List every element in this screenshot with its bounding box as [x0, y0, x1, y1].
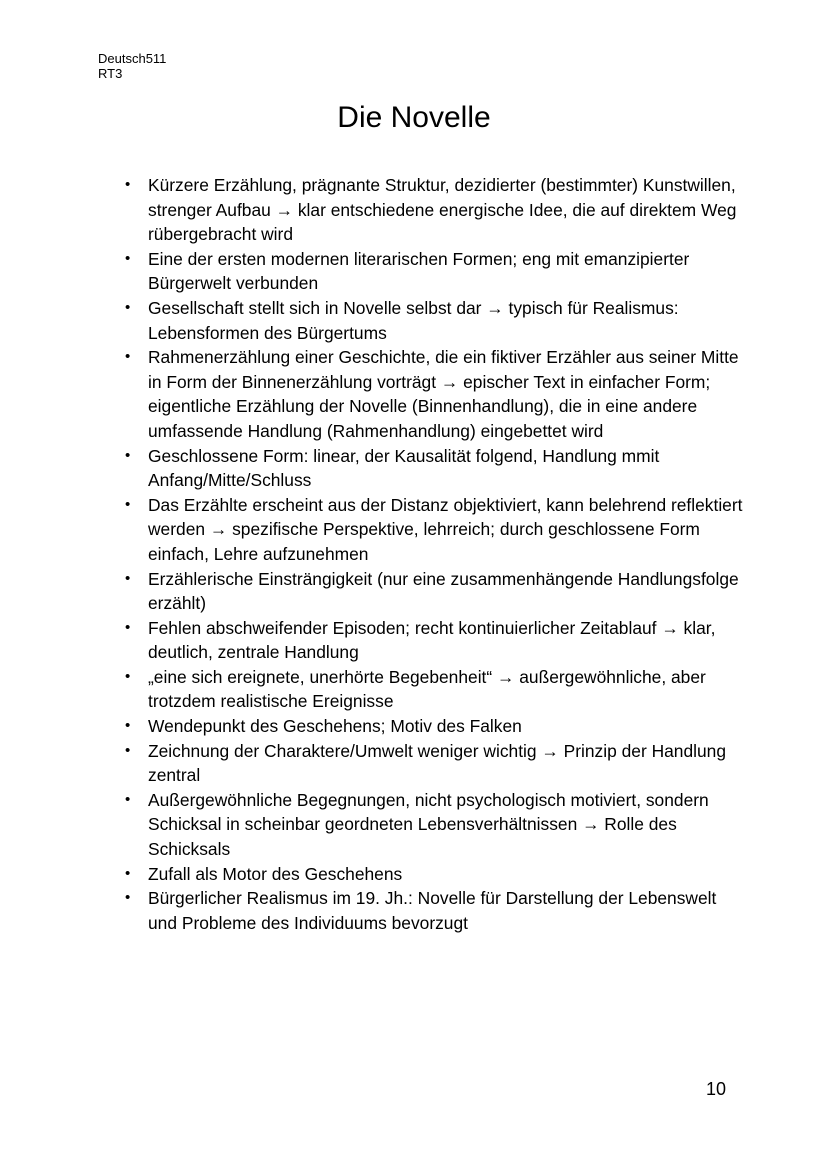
list-item: [125, 247, 748, 296]
list-item-text: Außergewöhnliche Begegnungen, nicht psychologisch motiviert, sondern Schicksal in scheinbar geordneten Lebensverhältnissen → Rolle des Schicksals: [148, 789, 709, 860]
list-item-text: Erzählerische Einsträngigkeit (nur eine zusammenhängende Handlungsfolge erzählt): [148, 568, 739, 614]
list-item: [125, 862, 748, 887]
page-title: Die Novelle: [337, 101, 491, 134]
list-item-text: Das Erzählte erscheint aus der Distanz objektiviert, kann belehrend reflektiert werden → spezifische Perspektive, lehrreich; durch geschlossene Form einfach, Lehre aufzunehmen: [148, 494, 743, 564]
list-item: [125, 296, 748, 345]
list-item-text: Fehlen abschweifender Episoden; recht kontinuierlicher Zeitablauf → klar, deutlich, zentrale Handlung: [148, 617, 716, 663]
list-item: [125, 665, 748, 714]
list-item: [125, 567, 748, 616]
course-label: Deutsch511: [98, 51, 167, 66]
list-item: [125, 788, 748, 862]
bullet-icon: •: [125, 889, 131, 907]
bullet-icon: •: [125, 741, 131, 759]
list-item-text: Rahmenerzählung einer Geschichte, die ein fiktiver Erzähler aus seiner Mitte in Form der Binnenerzählung vorträgt → epischer Text in einfacher Form; eigentliche Erzählung der Novelle (Binnenhandlung), die in eine andere umfassende Handlung (Rahmenhandlung) eingebettet wird: [148, 347, 739, 441]
list-item-text: Geschlossene Form: linear, der Kausalität folgend, Handlung mmit Anfang/Mitte/Schluss: [148, 445, 660, 491]
bullet-list: [125, 173, 748, 935]
bullet-icon: •: [125, 864, 131, 882]
bullet-icon: •: [125, 348, 131, 366]
bullet-icon: •: [125, 446, 131, 464]
bullet-icon: •: [125, 717, 131, 735]
bullet-icon: •: [125, 790, 131, 808]
list-item-text: Zeichnung der Charaktere/Umwelt weniger wichtig → Prinzip der Handlung zentral: [148, 740, 727, 786]
list-item-text: Eine der ersten modernen literarischen Formen; eng mit emanzipierter Bürgerwelt verbunden: [148, 248, 690, 294]
bullet-icon: •: [125, 176, 131, 193]
list-item-text: Wendepunkt des Geschehens; Motiv des Falken: [148, 716, 522, 737]
list-item-text: Zufall als Motor des Geschehens: [148, 863, 403, 884]
list-item-text: „eine sich ereignete, unerhörte Begebenheit“ → außergewöhnliche, aber trotzdem realistische Ereignisse: [148, 666, 706, 712]
list-item-text: Bürgerlicher Realismus im 19. Jh.: Novelle für Darstellung der Lebenswelt und Probleme des Individuums bevorzugt: [148, 888, 717, 933]
page-number: 10: [706, 1079, 727, 1099]
bullet-icon: •: [125, 249, 131, 267]
bullet-icon: •: [125, 667, 131, 685]
bullet-icon: •: [125, 495, 131, 513]
list-item: [125, 739, 748, 788]
list-item-text: Kürzere Erzählung, prägnante Struktur, dezidierter (bestimmter) Kunstwillen, strenger Aufbau → klar entschiedene energische Idee, die auf direktem Weg rübergebracht wird: [148, 175, 737, 245]
bullet-icon: •: [125, 298, 131, 316]
list-item: [125, 886, 748, 935]
list-item-text: Gesellschaft stellt sich in Novelle selbst dar → typisch für Realismus: Lebensformen des Bürgertums: [148, 297, 679, 343]
list-item: [125, 444, 748, 493]
list-item: [125, 345, 748, 443]
group-label: RT3: [98, 66, 123, 81]
list-item: [125, 616, 748, 665]
list-item: [125, 714, 748, 739]
document-header: [98, 51, 166, 81]
list-item: [125, 493, 748, 567]
list-item: [125, 173, 748, 247]
bullet-icon: •: [125, 569, 131, 587]
bullet-icon: •: [125, 618, 131, 636]
